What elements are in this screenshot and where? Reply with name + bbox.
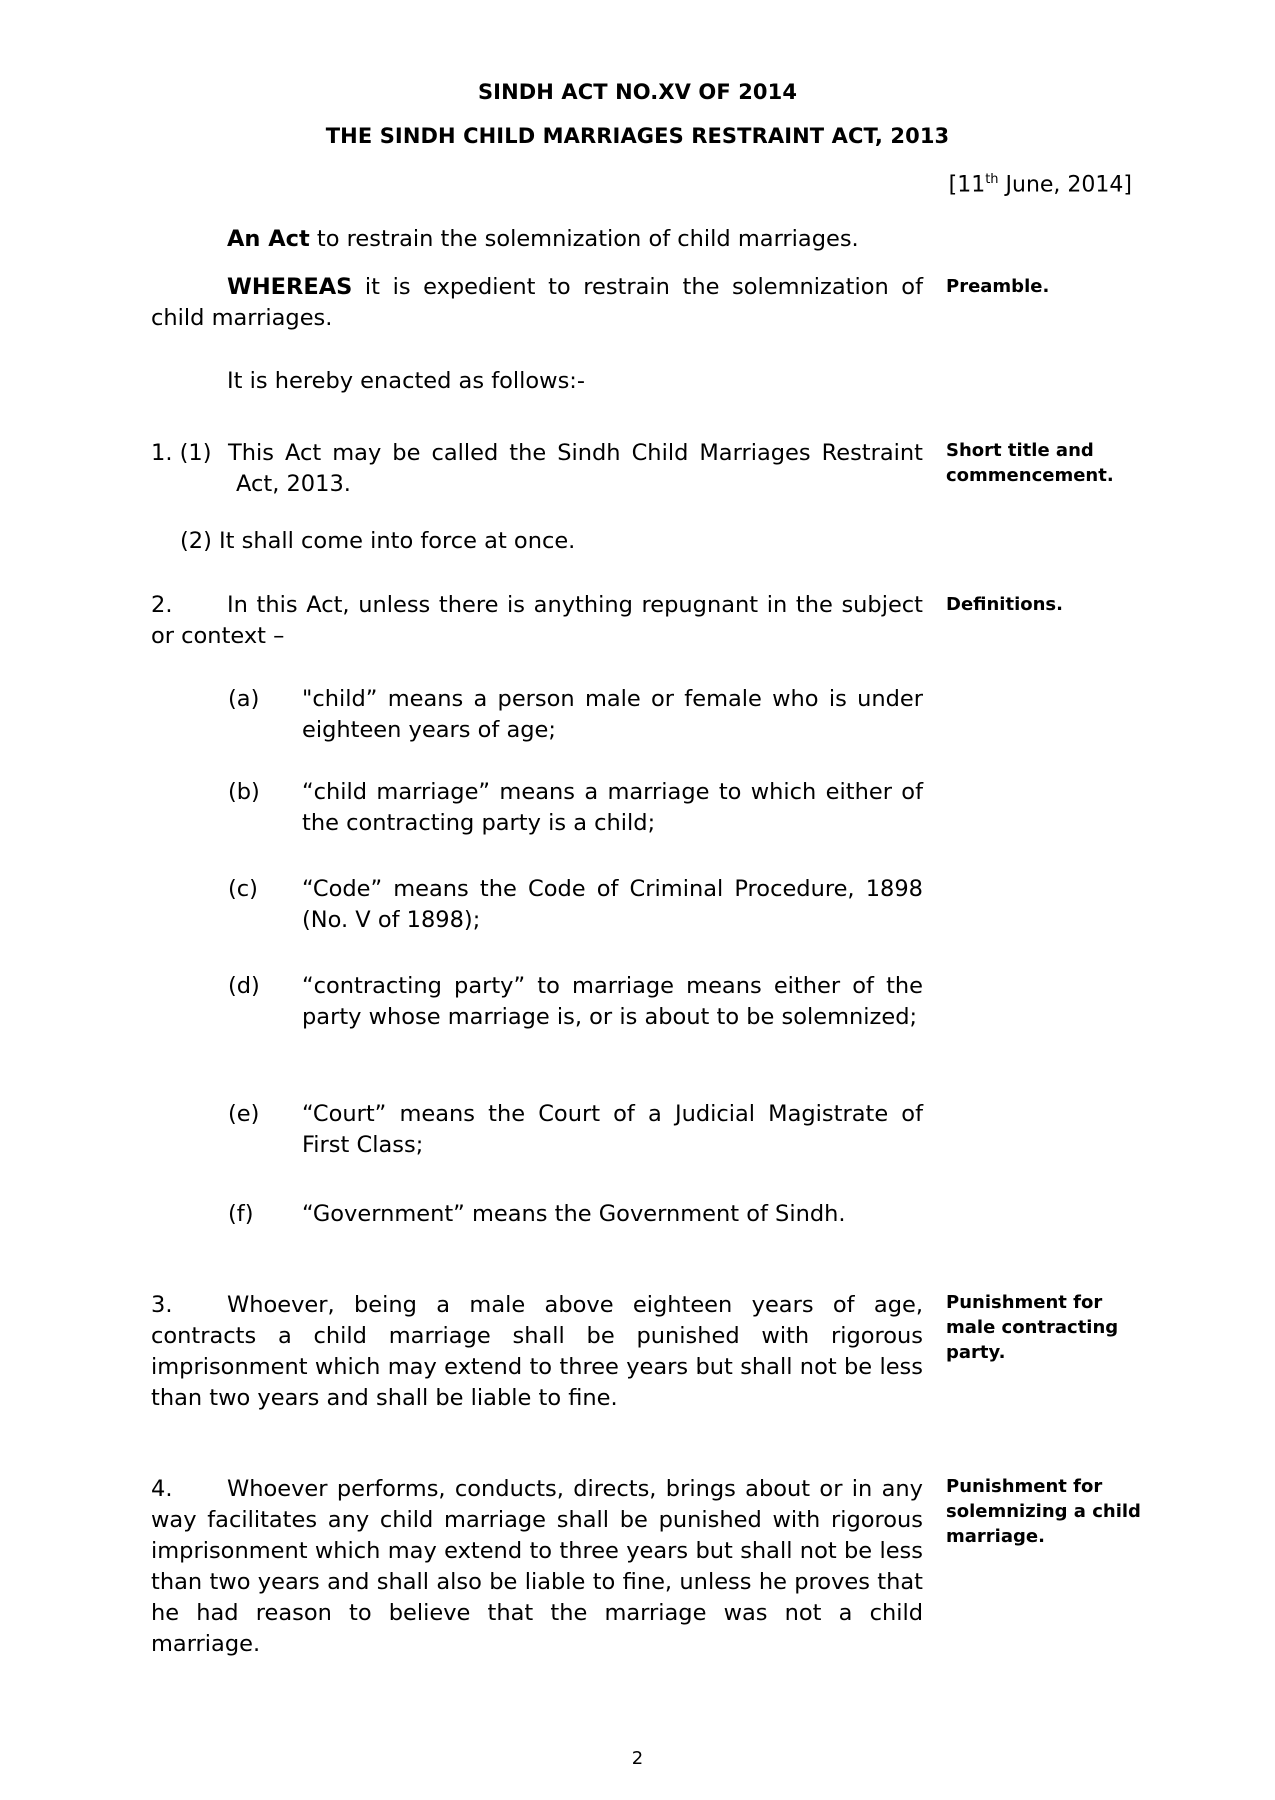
act-title-heading: THE SINDH CHILD MARRIAGES RESTRAINT ACT, 2013 xyxy=(325,124,950,148)
section-1-subsection-1: 1. (1) This Act may be called the Sindh Child Marriages Restraint Act, 2013. xyxy=(151,440,923,497)
preamble-side-note: Preamble. xyxy=(946,276,1050,297)
act-number-heading: SINDH ACT NO.XV OF 2014 xyxy=(477,80,798,104)
page-number: 2 xyxy=(631,1748,644,1769)
enactment-date: [11th June, 2014] xyxy=(948,172,1132,198)
section-1-subsection-2: (2) It shall come into force at once. xyxy=(180,528,576,554)
document-page: SINDH ACT NO.XV OF 2014 THE SINDH CHILD MARRIAGES RESTRAINT ACT, 2013 [11th June, 2014] An Act to restrain the solemnization of child marriages. WHEREAS it is expedient to restrain the solemnization of child marriages. Preamble. It is hereby enacted as follows:- 1. (1) This Act may be called the Sindh Child Marriages Restraint Act, 2013. Short title and commencement. (2) It shall come into force at once. 2. In this Act, unless there is anything repugnant in the subject or context – Definitions. (a) "child” means a person male or female who is under eighteen years of age; (b) “child marriage” means a marriage to which either of the contracting party is a child; (c) “Code” means the Code of Criminal Procedure, 1898 (No. V of 1898); (d) “contracting party” to marriage means either of the party whose marriage is, or is about to be solemnized; (e) “Court” means the Court of a Judicial Magistrate of First Class; (f) “Government” means the Government of Sindh. 3. Whoever, being a male above eighteen years of age, contracts a child marriage shall be punished with rigorous imprisonment which may extend to three years but shall not be less than two years and shall be liable to fine. Punishment for male contracting party. 4. Whoever performs, conducts, directs, brings about or in any way facilitates any child marriage shall be punished with rigorous imprisonment which may extend to three years but shall not be less than two years and shall also be liable to fine, unless he proves that he had reason to believe that the marriage was not a child marriage. Punishment for solemnizing a child marriage. 2 xyxy=(0,0,1275,1800)
section-3-side-note: Punishment for male contracting party. xyxy=(946,1292,1119,1363)
section-4-side-note: Punishment for solemnizing a child marriage. xyxy=(946,1476,1141,1547)
preamble-text: WHEREAS it is expedient to restrain the solemnization of child marriages. xyxy=(151,274,923,331)
section-2-side-note: Definitions. xyxy=(946,594,1063,615)
section-4-text: 4. Whoever performs, conducts, directs, brings about or in any way facilitates any child marriage shall be punished with rigorous imprisonment which may extend to three years but shall not be less than two years and shall also be liable to fine, unless he proves that he had reason to believe that the marriage was not a child marriage. xyxy=(151,1476,923,1657)
section-1-side-note: Short title and commencement. xyxy=(946,440,1114,486)
section-2-text: 2. In this Act, unless there is anything repugnant in the subject or context – xyxy=(151,592,923,649)
enacting-clause: It is hereby enacted as follows:- xyxy=(227,368,585,394)
long-title: An Act to restrain the solemnization of child marriages. xyxy=(227,226,859,252)
section-3-text: 3. Whoever, being a male above eighteen years of age, contracts a child marriage shall be punished with rigorous imprisonment which may extend to three years but shall not be less than two years and shall be liable to fine. xyxy=(151,1292,923,1411)
